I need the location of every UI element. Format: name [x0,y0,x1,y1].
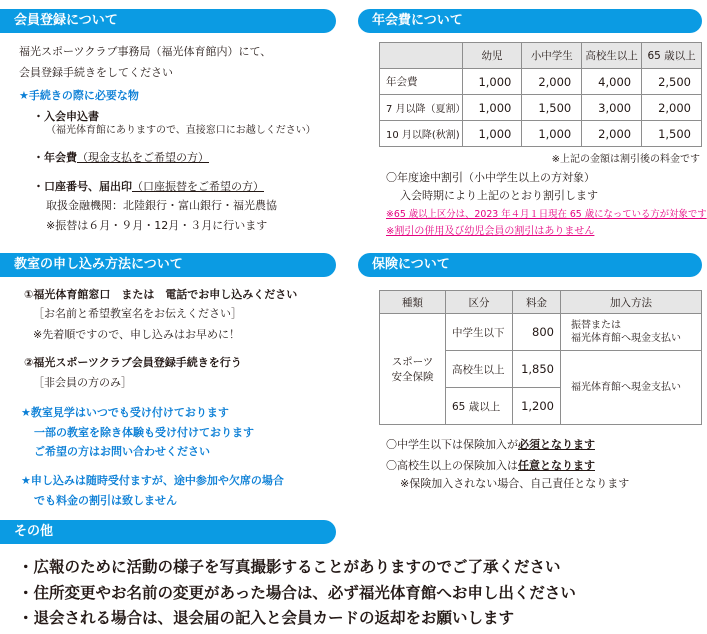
insurance-type-cell [380,314,446,425]
row-label: 年会費 [380,69,463,95]
insurance-method-a-line2: 福光体育館へ現金支払い [571,333,681,344]
table-header-cell: 65 歳以上 [642,43,702,69]
row-label: 7 月以降（夏割） [380,95,463,121]
midway-line1: ★申し込みは随時受付ますが、途中参加や欠席の場合 [21,474,284,487]
insurance-type-line1: スポーツ [391,356,434,368]
insurance-category: 高校生以上 [446,351,513,388]
table-header-cell [380,43,463,69]
insurance-method-a [561,314,702,351]
table-header-cell: 種類 [380,291,446,314]
table-header-cell: 加入方法 [561,291,702,314]
tour-line1: ★教室見学はいつでも受け付けております [21,406,229,419]
fee-cell: 3,000 [582,95,642,121]
insurance-fee: 1,850 [513,351,561,388]
insurance-table [379,290,702,425]
application-header: 教室の申し込み方法について [0,253,336,277]
insurance-category: 65 歳以上 [446,388,513,425]
insurance-type-line2: 安全保険 [391,371,434,383]
table-row [380,121,702,147]
row-label: 10 月以降(秋割) [380,121,463,147]
method1-text: ①福光体育館窓口 または 電話でお申し込みください [24,288,298,301]
insurance-note1 [386,438,595,452]
banks-text: 取扱金融機関：北陸銀行・富山銀行・福光農協 [46,199,277,212]
fee-cell: 2,000 [642,95,702,121]
annual-fee-item-label: ・年会費 [33,151,77,164]
insurance-note3: ※保険加入されない場合、自己責任となります [400,477,630,490]
application-form-note: （福光体育館にありますので、直接窓口にお越しください） [46,125,316,136]
combo-note: ※割引の併用及び幼児会員の割引はありません [386,226,595,237]
fee-cell: 1,000 [462,69,522,95]
table-header-cell: 小中学生 [522,43,582,69]
fee-cell: 1,000 [462,95,522,121]
table-header-cell: 区分 [446,291,513,314]
method1-note: ※先着順ですので、申し込みはお早めに！ [33,328,240,341]
fee-cell: 2,000 [522,69,582,95]
fee-cell: 1,500 [522,95,582,121]
application-form-item: ・入会申込書 [33,110,99,123]
annual-fee-item [33,151,209,165]
table-row [380,291,702,314]
other-header: その他 [0,520,336,544]
membership-line2: 会員登録手続きをしてください [19,66,173,79]
table-header-cell: 幼児 [462,43,522,69]
insurance-note2-pre: 〇高校生以上の保険加入は [386,459,518,472]
insurance-note1-em: 必須となります [518,438,595,451]
fee-cell: 2,500 [642,69,702,95]
insurance-note2-em: 任意となります [518,459,595,472]
table-header-cell: 高校生以上 [582,43,642,69]
midway-line2: でも料金の割引は致しません [34,494,177,507]
tour-line2: 一部の教室を除き体験も受け付けております [34,426,254,439]
method1-sub: ［お名前と希望教室名をお伝えください］ [33,307,242,320]
table-header-cell: 料金 [513,291,561,314]
insurance-header: 保険について [358,253,702,277]
annual-fee-item-note: （現金支払をご希望の方） [77,151,209,164]
table-row [380,43,702,69]
table-row [380,95,702,121]
account-item-label: ・口座番号、届出印 [33,180,132,193]
account-item-note: （口座振替をご希望の方） [132,180,264,193]
transfer-months-text: ※振替は６月・９月・12月・３月に行います [46,219,268,232]
method2-text: ②福光スポーツクラブ会員登録手続きを行う [24,356,242,369]
other-item-2: ・住所変更やお名前の変更があった場合は、必ず福光体育館へお申し出ください [18,584,576,602]
fee-cell: 1,000 [462,121,522,147]
needed-items-title: ★手続きの際に必要な物 [19,89,139,102]
other-item-1: ・広報のために活動の様子を写真撮影することがありますのでご了承ください [18,558,561,576]
tour-line3: ご希望の方はお問い合わせください [34,445,210,458]
insurance-category: 中学生以下 [446,314,513,351]
table-row [380,69,702,95]
membership-line1: 福光スポーツクラブ事務局（福光体育館内）にて、 [19,45,272,58]
fee-cell: 1,500 [642,121,702,147]
annual-fee-header: 年会費について [358,9,702,33]
insurance-method-b: 福光体育館へ現金支払い [561,351,702,425]
discount-line1: 〇年度途中割引（小中学生以上の方対象） [386,171,595,184]
insurance-note2 [386,459,595,473]
insurance-fee: 800 [513,314,561,351]
discount-line2: 入会時期により上記のとおり割引します [400,189,598,202]
other-item-3: ・退会される場合は、退会届の記入と会員カードの返却をお願いします [18,609,515,627]
method2-sub: ［非会員の方のみ］ [33,376,132,389]
fee-cell: 2,000 [582,121,642,147]
senior-note: ※65 歳以上区分は、2023 年４月１日現在 65 歳になっている方が対象です [386,209,707,220]
account-item [33,180,264,194]
fee-cell: 1,000 [522,121,582,147]
insurance-fee: 1,200 [513,388,561,425]
membership-header: 会員登録について [0,9,336,33]
fee-cell: 4,000 [582,69,642,95]
table-row [380,314,702,351]
annual-fee-table [379,42,702,147]
insurance-note1-pre: 〇中学生以下は保険加入が [386,438,518,451]
fee-table-note: ※上記の金額は割引後の料金です [551,154,700,165]
insurance-method-a-line1: 振替または [571,320,621,331]
